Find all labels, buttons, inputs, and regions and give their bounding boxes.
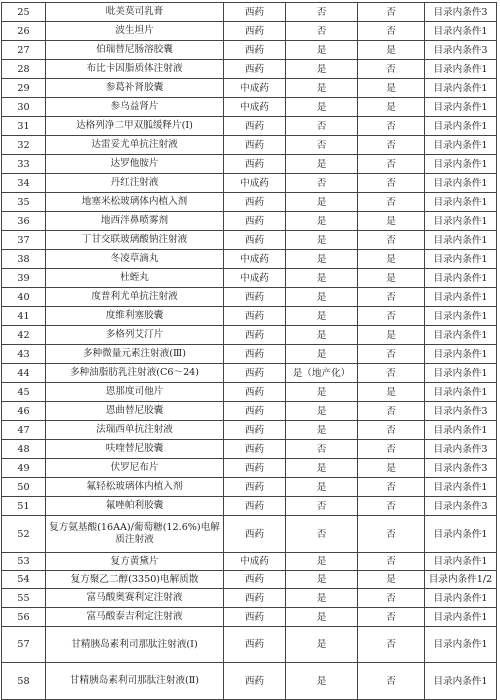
- cell-status-a: 否: [286, 497, 358, 516]
- cell-status-b: 否: [358, 516, 425, 553]
- cell-status-b: 是: [358, 79, 425, 98]
- cell-status-a: 是: [286, 345, 358, 364]
- cell-drug-name: 达格列净二甲双胍缓释片(Ⅰ): [46, 117, 224, 136]
- cell-condition: 目录内条件1: [425, 478, 497, 497]
- cell-status-b: 否: [358, 627, 425, 663]
- cell-status-a: 是: [286, 60, 358, 79]
- cell-condition: 目录内条件1: [425, 60, 497, 79]
- cell-drug-name: 参乌益肾片: [46, 98, 224, 117]
- cell-drug-name: 吡美莫司乳膏: [46, 3, 224, 22]
- cell-status-b: 否: [358, 307, 425, 326]
- cell-condition: 目录内条件1: [425, 250, 497, 269]
- cell-status-b: 是: [358, 212, 425, 231]
- cell-drug-type: 西药: [224, 571, 286, 589]
- table-row: [2, 41, 497, 60]
- cell-number: 55: [2, 589, 46, 608]
- table-row: [2, 345, 497, 364]
- cell-status-b: 否: [358, 288, 425, 307]
- cell-number: 36: [2, 212, 46, 231]
- cell-drug-name: 丹红注射液: [46, 174, 224, 193]
- cell-drug-name: 多格列艾汀片: [46, 326, 224, 345]
- table-row: [2, 589, 497, 608]
- cell-drug-name: 达罗他胺片: [46, 155, 224, 174]
- cell-drug-type: 西药: [224, 516, 286, 553]
- cell-condition: 目录内条件3: [425, 440, 497, 459]
- cell-drug-name: 恩曲替尼胶囊: [46, 402, 224, 421]
- cell-number: 39: [2, 269, 46, 288]
- cell-drug-type: 中成药: [224, 553, 286, 571]
- table-row: [2, 553, 497, 571]
- cell-drug-name: 丁甘交联玻璃酸钠注射液: [46, 231, 224, 250]
- table-row: [2, 60, 497, 79]
- cell-drug-type: 西药: [224, 402, 286, 421]
- cell-condition: 目录内条件1: [425, 345, 497, 364]
- cell-drug-type: 中成药: [224, 250, 286, 269]
- cell-drug-type: 中成药: [224, 269, 286, 288]
- table-row: [2, 269, 497, 288]
- table-row: [2, 608, 497, 627]
- cell-condition: 目录内条件3: [425, 497, 497, 516]
- table-row: [2, 478, 497, 497]
- cell-drug-name: 氟轻松玻璃体内植入剂: [46, 478, 224, 497]
- cell-status-b: 否: [358, 174, 425, 193]
- table-row: [2, 136, 497, 155]
- table-row: [2, 155, 497, 174]
- cell-status-a: 是: [286, 231, 358, 250]
- cell-number: 41: [2, 307, 46, 326]
- cell-drug-type: 西药: [224, 288, 286, 307]
- cell-drug-type: 西药: [224, 497, 286, 516]
- table-row: [2, 326, 497, 345]
- cell-number: 51: [2, 497, 46, 516]
- cell-status-b: 否: [358, 155, 425, 174]
- cell-drug-name: 达雷妥尤单抗注射液: [46, 136, 224, 155]
- cell-number: 45: [2, 383, 46, 402]
- cell-condition: 目录内条件1: [425, 288, 497, 307]
- cell-condition: 目录内条件1: [425, 383, 497, 402]
- cell-number: 30: [2, 98, 46, 117]
- cell-number: 27: [2, 41, 46, 60]
- cell-status-a: 是: [286, 250, 358, 269]
- cell-drug-type: 西药: [224, 117, 286, 136]
- cell-drug-type: 中成药: [224, 174, 286, 193]
- table-row: [2, 497, 497, 516]
- cell-condition: 目录内条件1/2: [425, 571, 497, 589]
- cell-status-a: 是: [286, 288, 358, 307]
- table-row: [2, 421, 497, 440]
- cell-status-a: 是: [286, 79, 358, 98]
- cell-number: 48: [2, 440, 46, 459]
- cell-drug-name: 地西泮鼻喷雾剂: [46, 212, 224, 231]
- cell-drug-type: 西药: [224, 155, 286, 174]
- cell-drug-name: 呋喹替尼胶囊: [46, 440, 224, 459]
- cell-condition: 目录内条件3: [425, 402, 497, 421]
- cell-condition: 目录内条件1: [425, 136, 497, 155]
- cell-status-b: 否: [358, 608, 425, 627]
- table-row: [2, 22, 497, 41]
- cell-drug-name: 冬凌草滴丸: [46, 250, 224, 269]
- drug-table: [1, 2, 497, 700]
- cell-number: 44: [2, 364, 46, 383]
- cell-status-b: 否: [358, 231, 425, 250]
- cell-status-a: 是: [286, 402, 358, 421]
- cell-number: 25: [2, 3, 46, 22]
- cell-status-a: 是: [286, 307, 358, 326]
- table-row: [2, 288, 497, 307]
- cell-drug-type: 西药: [224, 22, 286, 41]
- cell-drug-name: 多种微量元素注射液(Ⅲ): [46, 345, 224, 364]
- cell-status-a: 是: [286, 627, 358, 663]
- cell-drug-type: 西药: [224, 326, 286, 345]
- cell-drug-type: 西药: [224, 41, 286, 60]
- cell-drug-name: 法瑞西单抗注射液: [46, 421, 224, 440]
- cell-status-a: 是: [286, 553, 358, 571]
- cell-drug-type: 西药: [224, 459, 286, 478]
- cell-number: 38: [2, 250, 46, 269]
- cell-drug-name: 复方氨基酸(16AA)/葡萄糖(12.6%)电解质注射液: [46, 516, 224, 553]
- cell-condition: 目录内条件3: [425, 3, 497, 22]
- cell-number: 33: [2, 155, 46, 174]
- cell-number: 43: [2, 345, 46, 364]
- cell-number: 31: [2, 117, 46, 136]
- cell-status-b: 否: [358, 478, 425, 497]
- cell-drug-type: 西药: [224, 440, 286, 459]
- cell-number: 34: [2, 174, 46, 193]
- cell-number: 58: [2, 663, 46, 700]
- table-row: [2, 402, 497, 421]
- cell-condition: 目录内条件1: [425, 98, 497, 117]
- cell-drug-type: 西药: [224, 136, 286, 155]
- cell-condition: 目录内条件1: [425, 589, 497, 608]
- table-row: [2, 459, 497, 478]
- table-row: [2, 79, 497, 98]
- table-row: [2, 383, 497, 402]
- cell-condition: 目录内条件1: [425, 269, 497, 288]
- table-row: [2, 250, 497, 269]
- cell-drug-name: 伯瑞替尼肠溶胶囊: [46, 41, 224, 60]
- table-row: [2, 193, 497, 212]
- cell-drug-name: 杜蛭丸: [46, 269, 224, 288]
- cell-status-a: 是: [286, 608, 358, 627]
- cell-drug-name: 氟唑帕利胶囊: [46, 497, 224, 516]
- cell-status-b: 否: [358, 22, 425, 41]
- table-row: [2, 98, 497, 117]
- cell-condition: 目录内条件1: [425, 364, 497, 383]
- cell-condition: 目录内条件1: [425, 663, 497, 700]
- cell-status-a: 是: [286, 269, 358, 288]
- cell-status-a: 否: [286, 3, 358, 22]
- table-row: [2, 364, 497, 383]
- cell-drug-type: 西药: [224, 589, 286, 608]
- table-row: [2, 3, 497, 22]
- cell-number: 35: [2, 193, 46, 212]
- cell-number: 37: [2, 231, 46, 250]
- cell-drug-type: 西药: [224, 364, 286, 383]
- table-row: [2, 231, 497, 250]
- cell-condition: 目录内条件1: [425, 307, 497, 326]
- cell-drug-name: 富马酸泰吉利定注射液: [46, 608, 224, 627]
- cell-status-b: 否: [358, 421, 425, 440]
- cell-number: 42: [2, 326, 46, 345]
- cell-status-b: 否: [358, 440, 425, 459]
- cell-status-a: 是: [286, 421, 358, 440]
- cell-status-b: 否: [358, 402, 425, 421]
- cell-status-a: 是: [286, 383, 358, 402]
- cell-condition: 目录内条件1: [425, 193, 497, 212]
- cell-status-a: 是: [286, 663, 358, 700]
- cell-number: 29: [2, 79, 46, 98]
- cell-status-b: 否: [358, 497, 425, 516]
- cell-status-b: 否: [358, 663, 425, 700]
- cell-drug-name: 度维利塞胶囊: [46, 307, 224, 326]
- table-row: [2, 117, 497, 136]
- cell-status-b: 是: [358, 41, 425, 60]
- cell-drug-type: 西药: [224, 60, 286, 79]
- cell-drug-type: 西药: [224, 193, 286, 212]
- cell-status-b: 否: [358, 364, 425, 383]
- cell-drug-type: 西药: [224, 663, 286, 700]
- cell-number: 28: [2, 60, 46, 79]
- cell-drug-name: 度普利尤单抗注射液: [46, 288, 224, 307]
- cell-condition: 目录内条件1: [425, 231, 497, 250]
- cell-drug-name: 多种油脂肪乳注射液(C6～24): [46, 364, 224, 383]
- cell-number: 57: [2, 627, 46, 663]
- cell-number: 40: [2, 288, 46, 307]
- cell-status-a: 否: [286, 516, 358, 553]
- cell-condition: 目录内条件1: [425, 516, 497, 553]
- cell-number: 50: [2, 478, 46, 497]
- cell-status-a: 否: [286, 136, 358, 155]
- cell-condition: 目录内条件1: [425, 117, 497, 136]
- table-row: [2, 174, 497, 193]
- cell-drug-type: 西药: [224, 345, 286, 364]
- table-row: [2, 571, 497, 589]
- cell-number: 52: [2, 516, 46, 553]
- cell-drug-type: 中成药: [224, 79, 286, 98]
- cell-drug-type: 西药: [224, 421, 286, 440]
- cell-condition: 目录内条件1: [425, 22, 497, 41]
- cell-number: 56: [2, 608, 46, 627]
- cell-condition: 目录内条件1: [425, 553, 497, 571]
- cell-status-b: 否: [358, 117, 425, 136]
- cell-drug-name: 甘精胰岛素利司那肽注射液(Ⅱ): [46, 663, 224, 700]
- cell-condition: 目录内条件1: [425, 212, 497, 231]
- cell-condition: 目录内条件1: [425, 79, 497, 98]
- cell-drug-type: 西药: [224, 212, 286, 231]
- cell-status-b: 是: [358, 383, 425, 402]
- cell-status-b: 否: [358, 193, 425, 212]
- cell-status-b: 否: [358, 136, 425, 155]
- cell-drug-name: 波生坦片: [46, 22, 224, 41]
- cell-condition: 目录内条件1: [425, 608, 497, 627]
- table-row: [2, 516, 497, 553]
- cell-status-b: 否: [358, 3, 425, 22]
- cell-status-a: 否: [286, 440, 358, 459]
- cell-condition: 目录内条件1: [425, 174, 497, 193]
- cell-number: 47: [2, 421, 46, 440]
- cell-status-a: 是: [286, 98, 358, 117]
- cell-condition: 目录内条件1: [425, 421, 497, 440]
- cell-condition: 目录内条件1: [425, 155, 497, 174]
- drug-table-body: [2, 3, 497, 700]
- cell-number: 26: [2, 22, 46, 41]
- cell-drug-name: 伏罗尼布片: [46, 459, 224, 478]
- cell-drug-type: 西药: [224, 608, 286, 627]
- cell-condition: 目录内条件3: [425, 459, 497, 478]
- cell-number: 53: [2, 553, 46, 571]
- cell-drug-name: 地塞米松玻璃体内植入剂: [46, 193, 224, 212]
- cell-status-b: 是: [358, 250, 425, 269]
- cell-status-b: 是: [358, 98, 425, 117]
- table-row: [2, 663, 497, 700]
- cell-status-a: 否: [286, 117, 358, 136]
- cell-status-b: 否: [358, 345, 425, 364]
- cell-status-a: 是: [286, 459, 358, 478]
- cell-status-a: 是: [286, 212, 358, 231]
- table-row: [2, 627, 497, 663]
- cell-status-a: 是: [286, 326, 358, 345]
- cell-drug-type: 西药: [224, 3, 286, 22]
- cell-status-a: 是: [286, 589, 358, 608]
- cell-drug-type: 西药: [224, 383, 286, 402]
- cell-drug-name: 甘精胰岛素利司那肽注射液(Ⅰ): [46, 627, 224, 663]
- table-row: [2, 212, 497, 231]
- cell-drug-name: 复方黄黛片: [46, 553, 224, 571]
- cell-status-a: 是: [286, 478, 358, 497]
- cell-condition: 目录内条件1: [425, 326, 497, 345]
- cell-status-b: 是: [358, 459, 425, 478]
- cell-status-a: 是: [286, 193, 358, 212]
- table-row: [2, 440, 497, 459]
- cell-status-b: 是: [358, 571, 425, 589]
- cell-status-b: 否: [358, 60, 425, 79]
- cell-condition: 目录内条件1: [425, 627, 497, 663]
- cell-status-a: 否: [286, 22, 358, 41]
- cell-drug-type: 中成药: [224, 98, 286, 117]
- cell-status-b: 否: [358, 553, 425, 571]
- cell-status-a: 是（地产化）: [286, 364, 358, 383]
- cell-drug-name: 恩那度司他片: [46, 383, 224, 402]
- cell-drug-type: 西药: [224, 231, 286, 250]
- cell-condition: 目录内条件3: [425, 41, 497, 60]
- cell-number: 32: [2, 136, 46, 155]
- cell-drug-type: 西药: [224, 627, 286, 663]
- table-row: [2, 307, 497, 326]
- cell-number: 46: [2, 402, 46, 421]
- cell-status-a: 否: [286, 174, 358, 193]
- cell-status-b: 是: [358, 269, 425, 288]
- cell-status-b: 否: [358, 589, 425, 608]
- cell-drug-type: 西药: [224, 478, 286, 497]
- cell-drug-type: 西药: [224, 307, 286, 326]
- cell-drug-name: 富马酸奥赛利定注射液: [46, 589, 224, 608]
- cell-number: 54: [2, 571, 46, 589]
- cell-status-a: 是: [286, 155, 358, 174]
- cell-status-a: 是: [286, 41, 358, 60]
- cell-number: 49: [2, 459, 46, 478]
- cell-status-b: 是: [358, 326, 425, 345]
- cell-status-a: 是: [286, 571, 358, 589]
- cell-drug-name: 复方聚乙二醇(3350)电解质散: [46, 571, 224, 589]
- cell-drug-name: 布比卡因脂质体注射液: [46, 60, 224, 79]
- cell-drug-name: 参葛补肾胶囊: [46, 79, 224, 98]
